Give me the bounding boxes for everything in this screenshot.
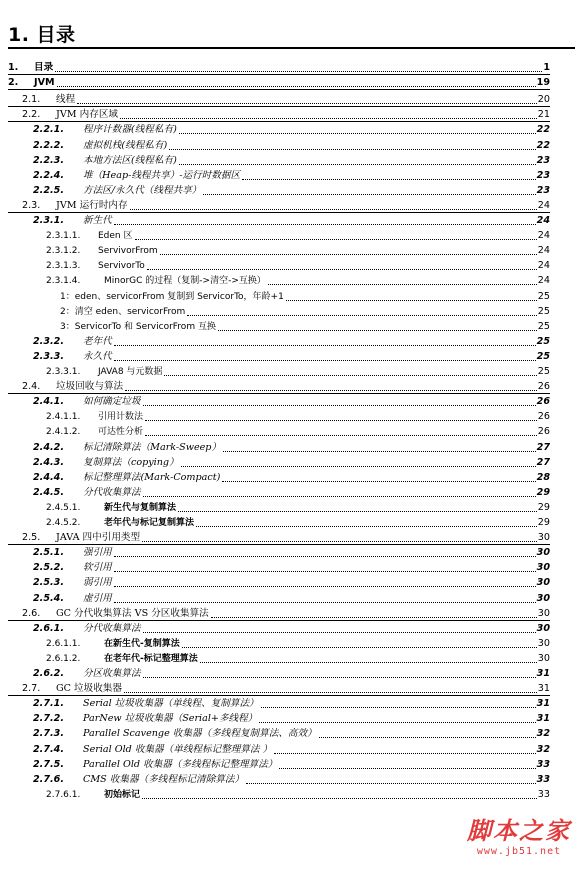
toc-entry-number: 2.5.4. [33,592,64,604]
toc-entry-title: 程序计数器(线程私有) [83,124,177,136]
toc-entry[interactable] [33,726,550,740]
toc-entry[interactable] [8,75,550,89]
toc-entry-number: 2.5.3. [33,577,64,589]
toc-entry[interactable] [46,228,550,242]
toc-entry[interactable] [46,787,550,801]
toc-entry[interactable] [33,757,550,771]
toc-entry-number: 2.6. [22,607,41,619]
toc-entry-page: 33 [537,788,550,800]
dot-leader [130,209,537,210]
toc-entry-number: 2.3.1.2. [46,246,81,257]
toc-entry[interactable] [46,409,550,423]
toc-entry[interactable] [46,243,550,257]
dot-leader [135,239,537,240]
dot-leader [145,420,537,421]
toc-entry-title: JVM [34,77,55,89]
toc-entry-title: 标记清除算法（Mark-Sweep） [83,441,222,453]
toc-entry-page: 23 [536,154,550,166]
toc-entry-number: 2.3.1. [33,215,64,226]
toc-entry[interactable] [60,304,550,318]
toc-entry-page: 31 [536,698,550,710]
toc-entry-number: 2.4. [22,381,41,393]
dot-leader [246,783,536,784]
toc-entry[interactable] [22,606,550,620]
toc-entry-number: 2.4.1.2. [46,427,81,438]
toc-entry-title: 软引用 [83,562,112,574]
dot-leader [196,526,537,527]
toc-entry-page: 30 [537,532,550,544]
toc-entry-page: 29 [537,517,550,528]
toc-entry-title: Serial Old 收集器（单线程标记整理算法 ） [83,743,273,755]
toc-entry[interactable] [33,560,550,574]
toc-entry[interactable] [33,666,550,680]
toc-entry-number: 2.1. [22,94,41,106]
toc-entry[interactable] [33,168,550,182]
dot-leader [143,405,536,406]
toc-entry[interactable] [22,107,550,121]
toc-entry-page: 22 [536,139,550,151]
toc-rule [8,89,550,90]
toc-entry-page: 25 [536,350,550,362]
toc-entry-page: 1 [543,62,550,73]
dot-leader [55,71,542,72]
toc-entry-title: 分区收集算法 [83,668,141,679]
heading-rule [8,47,575,49]
toc-entry-number: 2.7.2. [33,713,64,725]
dot-leader [218,330,537,331]
toc-entry-title: MinorGC 的过程（复制->清空->互换） [104,276,266,287]
dot-leader [286,300,537,301]
toc-entry[interactable] [60,289,550,303]
toc-entry-number: 2.7.6. [33,773,64,785]
toc-entry-title: 目录 [34,62,54,73]
toc-entry[interactable] [46,273,550,287]
toc-entry-page: 30 [536,622,550,634]
toc-entry-page: 28 [536,471,550,483]
dot-leader [114,224,536,225]
watermark-logo-text: 脚本之家 [467,816,571,845]
toc-entry-number: 2.5. [22,532,41,544]
toc-entry-number: 2.7.6.1. [46,789,81,800]
toc-entry-page: 30 [537,637,550,649]
toc-entry-title: JVM 运行时内存 [56,199,128,211]
toc-entry-number: 2.3.1.3. [46,261,81,272]
toc-entry[interactable] [33,349,550,363]
page-heading: 1. 目录 [8,24,76,46]
toc-entry-number: 2.4.1.1. [46,412,81,423]
toc-entry-page: 22 [536,124,550,136]
toc-entry-title: Eden 区 [98,231,133,242]
toc-entry[interactable] [33,455,550,469]
dot-leader [242,179,536,180]
toc-entry-title: 2：清空 eden、servicorFrom [60,306,186,317]
toc-entry-title: ServivorTo [98,261,145,272]
toc-entry-title: 线程 [56,94,76,106]
toc-entry[interactable] [33,122,550,136]
toc-entry-page: 30 [536,577,550,589]
toc-entry-title: 分代收集算法 [83,622,141,634]
toc-entry[interactable] [33,183,550,197]
toc-entry[interactable] [22,530,550,544]
dot-leader [179,133,536,134]
toc-entry-number: 2.3.3. [33,350,64,362]
toc-entry-title: 1：eden、servicorFrom 复制到 ServicorTo，年龄+1 [60,291,284,302]
dot-leader [178,511,537,512]
toc-entry-number: 2.3.1.4. [46,276,81,287]
toc-entry-page: 31 [537,683,550,695]
toc-entry-number: 2.7.4. [33,743,64,755]
toc-entry-title: 垃圾回收与算法 [56,381,124,393]
toc-entry[interactable] [33,621,550,635]
toc-entry-page: 23 [536,169,550,181]
toc-entry-number: 2.5.2. [33,562,64,574]
toc-entry[interactable] [33,711,550,725]
toc-entry-title: JAVA8 与元数据 [98,367,163,377]
toc-entry-title: 新生代与复制算法 [104,502,177,513]
toc-entry[interactable] [33,545,550,559]
toc-entry[interactable] [46,651,550,665]
dot-leader [142,798,537,799]
toc-entry-number: 2.7.1. [33,698,64,710]
toc-entry-title: 堆（Heap-线程共享）-运行时数据区 [83,169,241,181]
toc-entry-page: 19 [536,77,550,89]
dot-leader [222,481,535,482]
toc-entry-title: Parallel Old 收集器（多线程标记整理算法） [83,758,278,770]
toc-entry-number: 2.3.3.1. [46,367,81,377]
dot-leader [145,435,537,436]
dot-leader [143,496,536,497]
toc-entry[interactable] [8,60,550,74]
toc-entry-page: 24 [537,230,550,242]
toc-entry-page: 32 [536,728,550,740]
toc-entry-page: 31 [536,713,550,725]
toc-entry[interactable] [33,772,550,786]
toc-entry-title: 3：ServicorTo 和 ServicorFrom 互换 [60,321,216,332]
toc-entry-number: 2.6.2. [33,668,64,679]
dot-leader [179,164,536,165]
toc-entry-title: 强引用 [83,547,112,559]
toc-entry-page: 25 [537,305,550,317]
toc-entry-page: 33 [536,758,550,770]
dot-leader [211,617,537,618]
toc-entry-number: 2. [8,77,19,89]
dot-leader [114,602,536,603]
toc-entry[interactable] [33,394,550,408]
dot-leader [77,103,537,104]
toc-entry-title: 新生代 [83,215,112,226]
toc-entry-number: 2.7. [22,683,41,695]
watermark-url: www.jb51.net [476,846,562,857]
toc-entry-title: 引用计数法 [98,412,144,423]
toc-entry-title: 如何确定垃圾 [83,396,141,408]
dot-leader [57,86,536,87]
dot-leader [114,586,536,587]
dot-leader [114,345,536,346]
toc-entry-number: 2.3.2. [33,335,64,347]
toc-entry-number: 2.6.1.1. [46,638,81,649]
toc-entry-page: 26 [536,396,550,408]
toc-entry[interactable] [46,500,550,514]
toc-entry-number: 1. [8,62,19,73]
toc-entry-page: 30 [537,607,550,619]
toc-entry-title: 分代收集算法 [83,486,141,498]
toc-entry-page: 20 [537,94,550,106]
toc-entry[interactable] [33,334,550,348]
toc-entry-number: 2.4.5. [33,486,64,498]
toc-entry-number: 2.4.5.2. [46,518,81,528]
toc-entry-title: 虚引用 [83,592,112,604]
toc-entry[interactable] [33,153,550,167]
toc-entry-number: 2.2.4. [33,169,64,181]
toc-entry-number: 2.5.1. [33,547,64,559]
toc-entry-page: 32 [536,743,550,755]
toc-entry-number: 2.2.1. [33,124,64,136]
dot-leader [319,737,536,738]
toc-entry-page: 30 [537,652,550,664]
toc-entry[interactable] [46,364,550,378]
toc-entry-title: 在老年代-标记整理算法 [104,653,198,664]
toc-entry-title: Parallel Scavenge 收集器（多线程复制算法、高效） [83,728,317,740]
dot-leader [182,647,537,648]
toc-entry-title: 标记整理算法(Mark-Compact) [83,471,221,483]
dot-leader [279,768,535,769]
toc-entry-number: 2.3.1.1. [46,231,81,242]
toc-entry-page: 24 [537,275,550,287]
toc-entry-page: 31 [536,668,550,679]
toc-entry-page: 26 [537,411,550,423]
toc-entry-page: 25 [537,290,550,302]
toc-entry-number: 2.2.3. [33,154,64,166]
toc-entry-page: 26 [537,426,550,438]
toc-entry-number: 2.4.2. [33,441,64,453]
toc-entry-title: CMS 收集器（多线程标记清除算法） [83,773,245,785]
toc-entry-title: 虚拟机栈(线程私有) [83,139,168,151]
dot-leader [114,556,536,557]
toc-entry[interactable] [22,681,550,695]
toc-entry-title: ServivorFrom [98,246,158,257]
toc-entry[interactable] [33,575,550,589]
toc-entry[interactable] [22,379,550,393]
toc-entry-number: 2.4.5.1. [46,502,81,513]
toc-entry-title: ParNew 垃圾收集器（Serial+多线程） [83,713,258,725]
site-watermark [467,811,571,857]
toc-entry-number: 2.4.3. [33,456,64,468]
dot-leader [125,390,537,391]
toc-entry-number: 2.6.1.2. [46,653,81,664]
toc-entry-title: 在新生代-复制算法 [104,638,180,649]
toc-entry-page: 24 [537,260,550,272]
toc-entry-title: GC 垃圾收集器 [56,683,123,695]
toc-entry-title: 方法区/永久代（线程共享） [83,184,202,196]
dot-leader [120,118,537,119]
toc-entry[interactable] [33,440,550,454]
toc-entry-page: 24 [537,199,550,211]
toc-entry[interactable] [46,258,550,272]
toc-entry[interactable] [33,213,550,227]
toc-entry-page: 23 [536,184,550,196]
dot-leader [114,571,536,572]
toc-entry-page: 27 [536,456,550,468]
toc-entry-number: 2.7.5. [33,758,64,770]
toc-entry-title: JAVA 四中引用类型 [56,532,141,544]
toc-entry[interactable] [33,485,550,499]
toc-entry-page: 30 [536,547,550,559]
toc-entry-title: 永久代 [83,350,112,362]
toc-entry-title: JVM 内存区域 [56,109,119,121]
toc-entry-number: 2.2.2. [33,139,64,151]
dot-leader [259,722,535,723]
toc-entry-number: 2.7.3. [33,728,64,740]
dot-leader [164,375,536,376]
toc-entry-page: 29 [537,501,550,513]
toc-entry-title: 老年代 [83,335,112,347]
toc-entry[interactable] [33,138,550,152]
dot-leader [142,541,537,542]
toc-entry[interactable] [33,470,550,484]
toc-entry-page: 24 [537,245,550,257]
toc-entry-page: 30 [536,562,550,574]
dot-leader [274,753,535,754]
toc-entry-title: 复制算法（copying） [83,456,179,468]
toc-entry-page: 25 [537,320,550,332]
dot-leader [203,194,535,195]
toc-entry[interactable] [46,636,550,650]
dot-leader [268,284,537,285]
dot-leader [147,269,537,270]
toc-entry[interactable] [22,198,550,212]
toc-entry[interactable] [46,515,550,529]
toc-entry-number: 2.3. [22,199,41,211]
toc-entry-title: 可达性分析 [98,427,144,438]
dot-leader [143,677,536,678]
toc-entry[interactable] [22,92,550,106]
toc-entry-title: 老年代与标记复制算法 [104,518,195,528]
toc-entry-title: 本地方法区(线程私有) [83,154,177,166]
dot-leader [124,692,537,693]
dot-leader [160,254,537,255]
toc-entry[interactable] [60,319,550,333]
toc-entry-title: 初始标记 [104,789,141,800]
toc-entry-title: 弱引用 [83,577,112,589]
dot-leader [143,632,536,633]
toc-entry[interactable] [33,742,550,756]
toc-entry-page: 21 [537,109,550,121]
toc-entry-page: 27 [536,441,550,453]
toc-entry-number: 2.2. [22,109,41,121]
toc-entry-page: 29 [536,486,550,498]
dot-leader [261,707,536,708]
dot-leader [181,466,536,467]
toc-entry-page: 25 [536,335,550,347]
dot-leader [200,662,537,663]
toc-entry-title: Serial 垃圾收集器（单线程、复制算法） [83,698,259,710]
dot-leader [169,149,535,150]
toc-entry-number: 2.6.1. [33,622,64,634]
toc-entry[interactable] [46,424,550,438]
toc-entry-page: 25 [537,366,550,377]
toc-entry-number: 2.4.4. [33,471,64,483]
dot-leader [223,451,536,452]
dot-leader [187,315,536,316]
toc-entry-page: 26 [537,381,550,393]
toc-entry[interactable] [33,696,550,710]
toc-entry-page: 24 [536,215,550,226]
toc-entry-number: 2.2.5. [33,184,64,196]
toc-entry-title: GC 分代收集算法 VS 分区收集算法 [56,607,209,619]
toc-entry-number: 2.4.1. [33,396,64,408]
toc-entry-page: 33 [536,773,550,785]
toc-entry-page: 30 [536,592,550,604]
dot-leader [114,360,536,361]
toc-entry[interactable] [33,591,550,605]
